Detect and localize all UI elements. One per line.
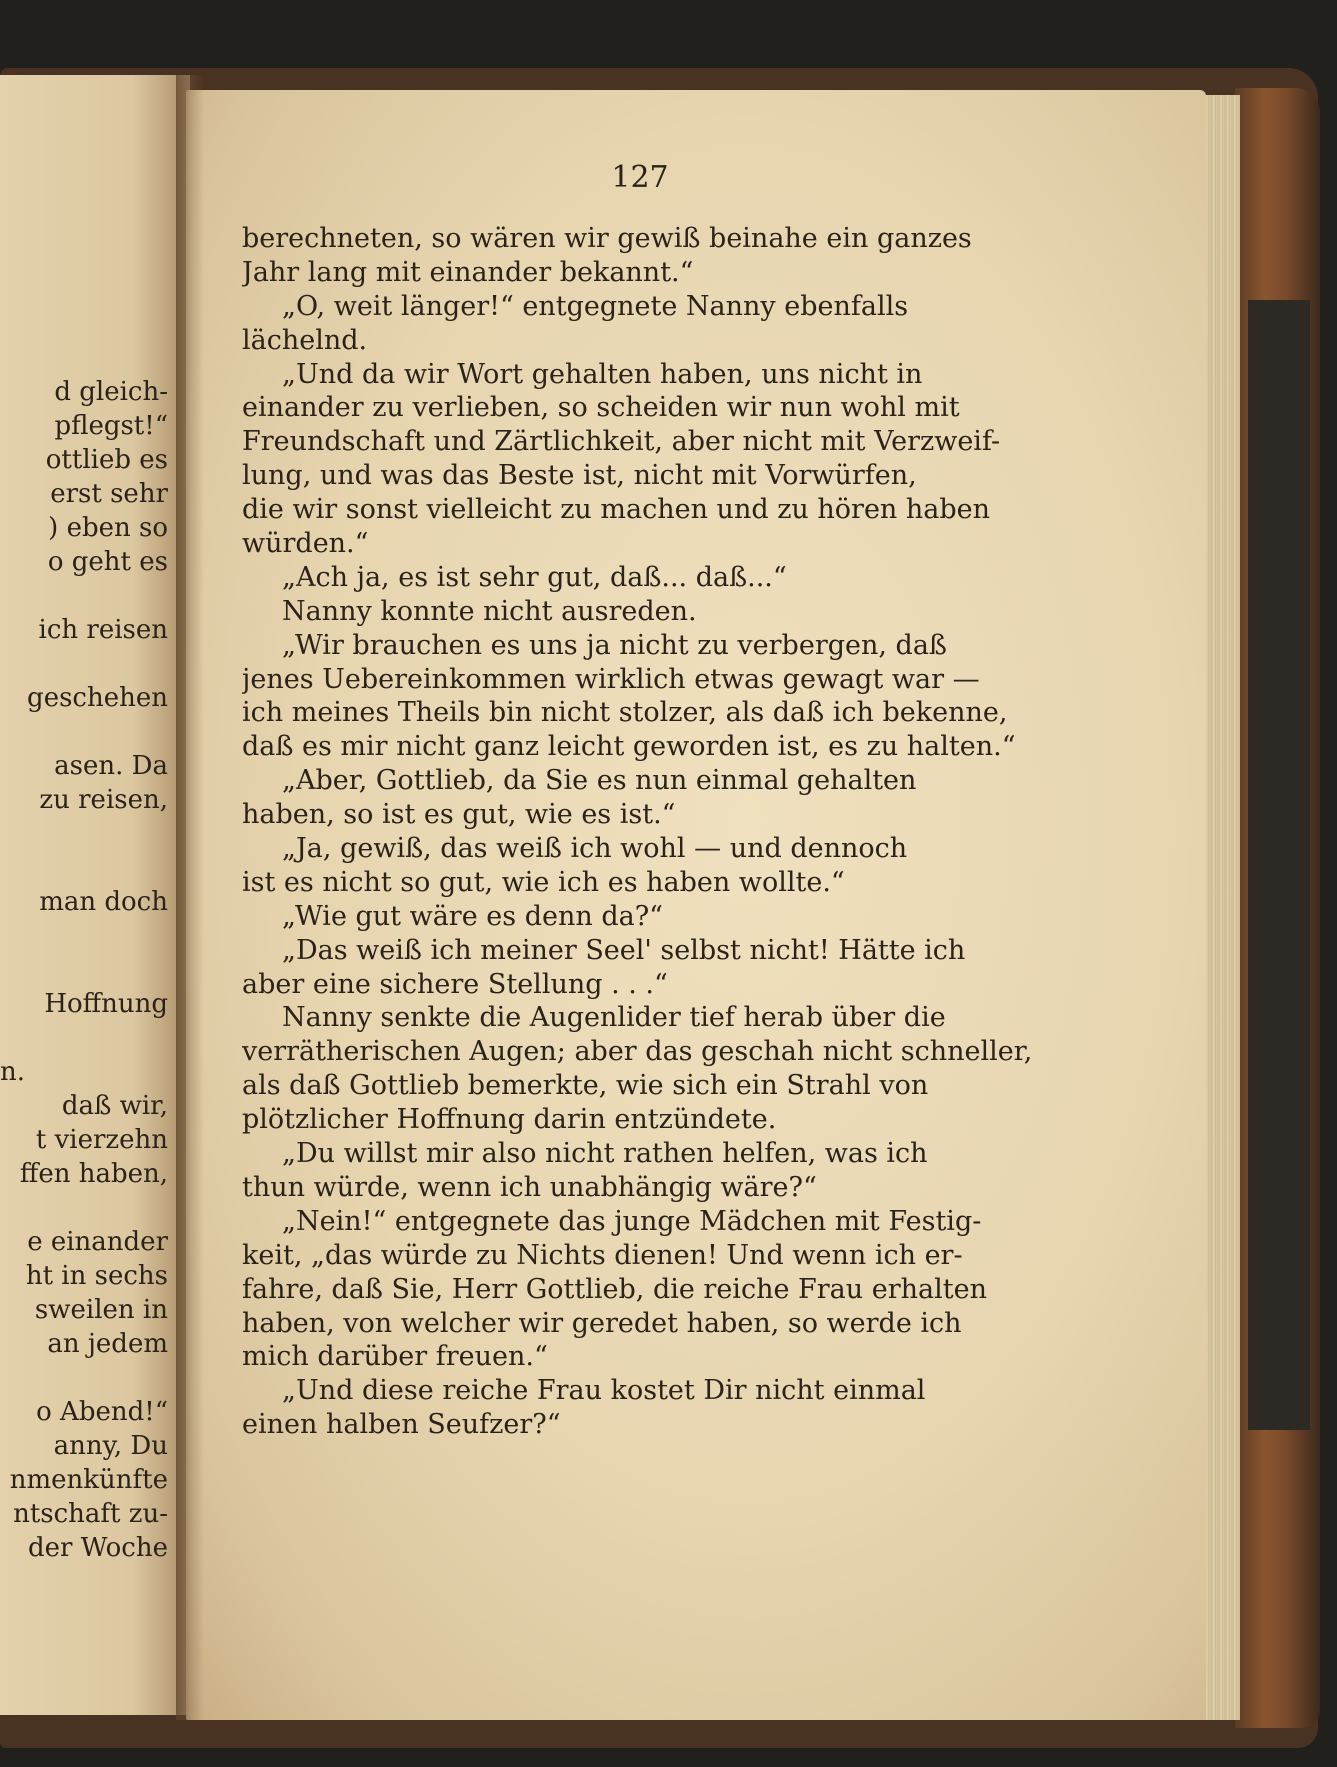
left-line: ich reisen [38,615,168,645]
text-line: ich meines Theils bin nicht stolzer, als daß ich bekenne, [242,697,1008,729]
text-line: „Und da wir Wort gehalten haben, uns nicht in [282,358,923,390]
text-line: „Ach ja, es ist sehr gut, daß... daß...“ [282,561,787,593]
text-line: „Nein!“ entgegnete das junge Mädchen mit Festig- [282,1205,982,1237]
text-line: Freundschaft und Zärtlichkeit, aber nicht mit Verzweif- [242,426,1001,458]
left-line: daß wir, [61,1091,168,1121]
left-line: n. [0,1057,26,1087]
page-number: 127 [611,160,669,195]
left-line: zu reisen, [39,785,168,815]
text-line: „Das weiß ich meiner Seel' selbst nicht! Hätte ich [282,934,966,966]
text-line: Nanny senkte die Augenlider tief herab über die [282,1002,946,1034]
left-page [0,75,190,1715]
text-line: „Und diese reiche Frau kostet Dir nicht einmal [282,1375,926,1407]
left-line: pflegst!“ [54,411,168,441]
left-line: e einander [27,1227,168,1257]
left-line: an jedem [47,1329,168,1359]
left-line: sweilen in [34,1295,168,1325]
text-line: fahre, daß Sie, Herr Gottlieb, die reiche Frau erhalten [242,1273,987,1305]
left-line: man doch [39,887,168,917]
page-body-text [242,222,1052,1442]
left-line: d gleich- [54,377,168,407]
text-line: daß es mir nicht ganz leicht geworden ist, es zu halten.“ [242,731,1016,763]
left-line: anny, Du [53,1431,168,1461]
left-line: ht in sechs [25,1261,168,1291]
text-line: „O, weit länger!“ entgegnete Nanny ebenfalls [282,290,909,322]
left-line: geschehen [27,683,168,713]
text-line: „Wie gut wäre es denn da?“ [282,900,663,932]
text-line: plötzlicher Hoffnung darin entzündete. [242,1104,777,1136]
text-line: haben, so ist es gut, wie es ist.“ [242,799,676,831]
text-line: Nanny konnte nicht ausreden. [282,595,697,627]
cover-cloth-panel [1248,300,1310,1430]
left-line: o geht es [47,547,168,577]
book-gutter [176,75,204,1720]
text-line: aber eine sichere Stellung . . .“ [242,968,668,1000]
left-line: ntschaft zu- [13,1499,168,1529]
text-line: jenes Uebereinkommen wirklich etwas gewagt war — [242,663,980,695]
text-line: thun würde, wenn ich unabhängig wäre?“ [242,1171,817,1203]
left-line: Hoffnung [44,989,168,1019]
text-line: einen halben Seufzer?“ [242,1409,561,1441]
left-line: der Woche [27,1533,168,1563]
text-line: würden.“ [242,528,369,560]
text-line: Jahr lang mit einander bekannt.“ [242,256,694,288]
text-line: ist es nicht so gut, wie ich es haben wollte.“ [242,866,845,898]
text-line: „Ja, gewiß, das weiß ich wohl — und dennoch [282,833,908,865]
text-line: verrätherischen Augen; aber das geschah nicht schneller, [242,1036,1033,1068]
text-line: berechneten, so wären wir gewiß beinahe ein ganzes [242,223,972,254]
text-line: „Du willst mir also nicht rathen helfen, was ich [282,1138,928,1170]
text-line: mich darüber freuen.“ [242,1341,548,1373]
left-line: erst sehr [50,479,168,509]
left-line: t vierzehn [35,1125,168,1155]
text-line: haben, von welcher wir geredet haben, so werde ich [242,1307,962,1339]
text-line: „Aber, Gottlieb, da Sie es nun einmal gehalten [282,765,917,797]
text-line: keit, „das würde zu Nichts dienen! Und wenn ich er- [242,1239,963,1271]
text-line: „Wir brauchen es uns ja nicht zu verbergen, daß [282,629,947,661]
left-line: nmenkünfte [9,1465,168,1495]
left-line: ) eben so [48,513,168,543]
text-line: einander zu verlieben, so scheiden wir nun wohl mit [242,392,960,424]
left-line: o Abend!“ [36,1397,168,1427]
left-line: ffen haben, [19,1159,168,1189]
text-line: lung, und was das Beste ist, nicht mit Vorwürfen, [242,460,917,492]
left-line: asen. Da [54,751,168,781]
left-line: ottlieb es [45,445,168,475]
text-line: die wir sonst vielleicht zu machen und zu hören haben [242,494,991,526]
text-line: als daß Gottlieb bemerkte, wie sich ein Strahl von [242,1070,929,1102]
text-line: lächelnd. [242,324,368,356]
